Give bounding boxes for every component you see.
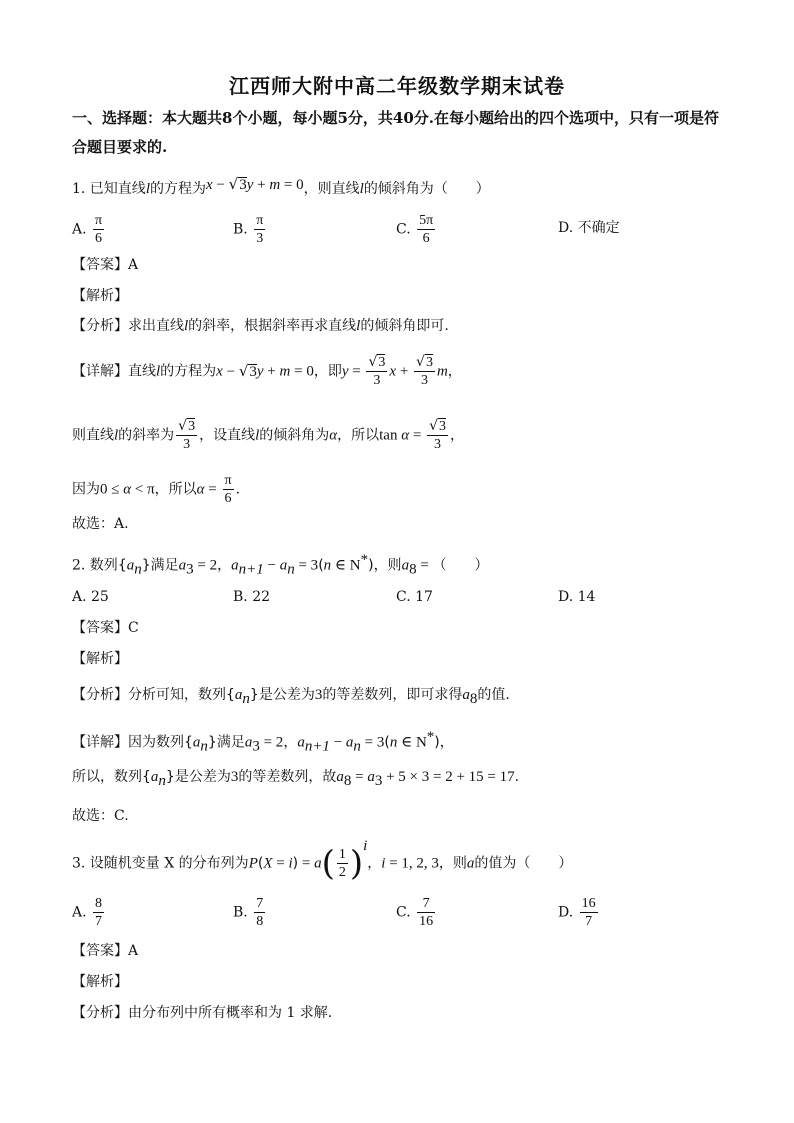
q2-option-c: C. 17 — [396, 589, 433, 605]
q2-choose: 故选：C. — [72, 808, 129, 824]
q3-stem: 3. 设随机变量 X 的分布列为P(X = i) = a( $\frac{1}{2}$ )$^i$，i = 1, 2, 3，则a的值为（ ） — [72, 837, 573, 884]
section-heading: 一、选择题：本大题共8个小题，每小题5分，共40分.在每小题给出的四个选项中，只有一项是符合题目要求的. — [72, 109, 719, 156]
page-title: 江西师大附中高二年级数学期末试卷 — [229, 74, 565, 98]
q1-fenxi: 【分析】求出直线l的斜率，根据斜率再求直线l的倾斜角即可. — [72, 318, 449, 334]
q1-detail-line2: 则直线l的斜率为 $\frac{√3}{3}$ ，设直线l的倾斜角为α，所以tan α = $\frac{√3}{3}$ ， — [72, 418, 464, 452]
q2-detail-line1: 【详解】因为数列$\{a_n\}$满足$a_3 = 2$，$a_{n+1} - a_n = 3(n$ ∈ N*)， — [72, 729, 454, 755]
q2-detail-line2: 所以，数列$\{a_n\}$是公差为3的等差数列，故$a_8 = a_3 + 5 \times 3 = 2 + 15 = 17$. — [72, 769, 520, 789]
q3-option-c: C. $\frac{7}{16}$ — [396, 896, 434, 929]
q1-option-c: C. $\frac{5\pi}{6}$ — [396, 213, 434, 246]
q3-option-b: B. $\frac{7}{8}$ — [233, 896, 264, 929]
q3-answer: 【答案】A — [72, 943, 139, 959]
q1-answer: 【答案】A — [72, 257, 139, 273]
q2-analysis-head: 【解析】 — [72, 651, 128, 667]
q2-answer: 【答案】C — [72, 620, 139, 636]
q2-option-b: B. 22 — [233, 589, 271, 605]
q3-fenxi: 【分析】由分布列中所有概率和为 1 求解. — [72, 1005, 333, 1021]
q1-option-d: D. 不确定 — [558, 220, 620, 236]
q1-choose: 故选：A. — [72, 516, 129, 532]
q2-option-d: D. 14 — [558, 589, 596, 605]
q2-fenxi: 【分析】分析可知，数列$\{a_n\}$是公差为3的等差数列，即可求得$a_8$的值. — [72, 687, 510, 707]
q3-analysis-head: 【解析】 — [72, 974, 128, 990]
q2-stem: 2. 数列$\{a_n\}$满足$a_3 = 2$，$a_{n+1} - a_n = 3(n$ ∈ N*)，则$a_8$ = （ ） — [72, 552, 489, 578]
q3-option-d: D. $\frac{16}{7}$ — [558, 896, 596, 929]
q2-option-a: A. 25 — [72, 589, 109, 605]
q3-option-a: A. $\frac{8}{7}$ — [72, 896, 103, 929]
q1-option-b: B. $\frac{\pi}{3}$ — [233, 213, 264, 246]
q1-option-a: A. $\frac{\pi}{6}$ — [72, 213, 103, 246]
q1-analysis-head: 【解析】 — [72, 288, 128, 304]
q1-detail-line1: 【详解】直线l的方程为x − √3y + m = 0，即y = $\frac{√3}{3}$ x + $\frac{√3}{3}$ m， — [72, 354, 462, 388]
q1-detail-line3: 因为0 ≤ α < π，所以α = $\frac{\pi}{6}$ . — [72, 473, 241, 506]
q1-stem: 1. 已知直线l的方程为x − √3y + m = 0，则直线l的倾斜角为（ ） — [72, 175, 490, 197]
